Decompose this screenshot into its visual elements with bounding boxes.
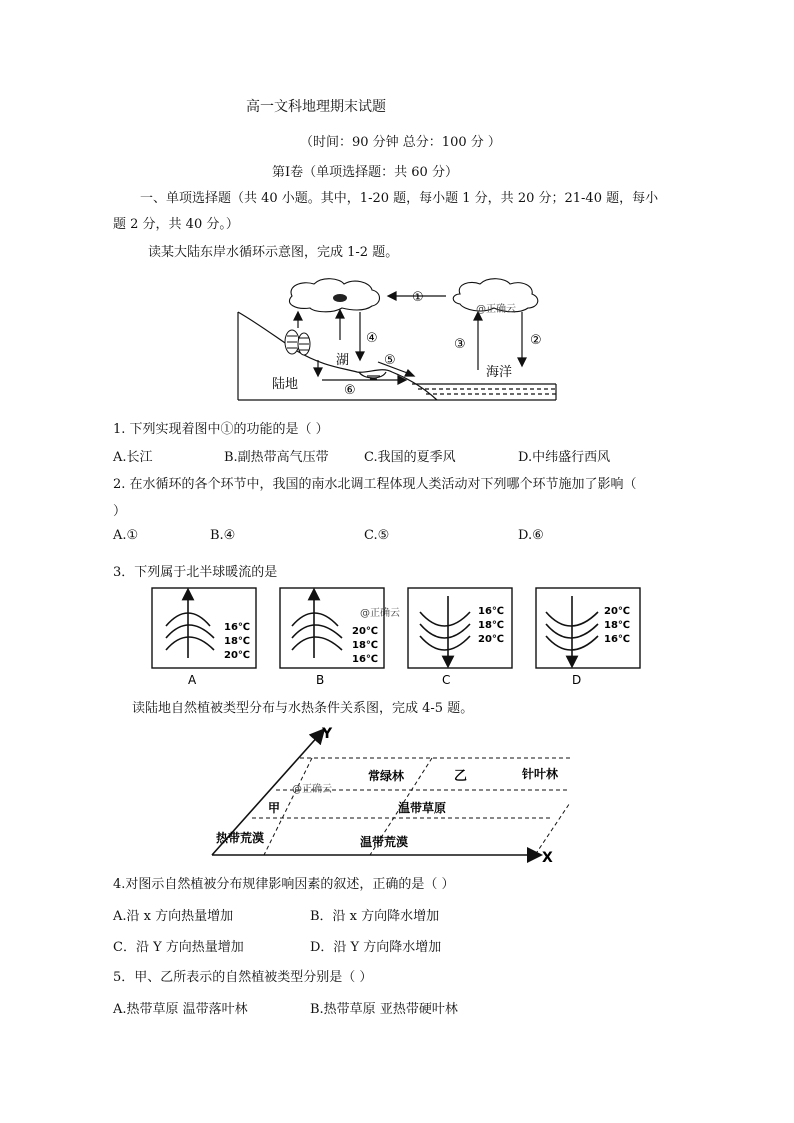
q2-option-c: C.⑤ bbox=[364, 528, 390, 543]
vegetation-diagram bbox=[200, 722, 570, 864]
label-1: ① bbox=[412, 290, 424, 305]
panel-b-t1: 20℃ bbox=[352, 626, 379, 637]
label-conifer-forest: 针叶林 bbox=[522, 767, 559, 781]
panel-d-t1: 20℃ bbox=[604, 606, 631, 617]
panel-c-t2: 18℃ bbox=[478, 620, 505, 631]
page-title: 高一文科地理期末试题 bbox=[246, 99, 386, 115]
exam-info: （时间：90 分钟 总分：100 分 ） bbox=[300, 135, 501, 150]
panel-a-t1: 16℃ bbox=[224, 622, 251, 633]
label-2: ② bbox=[530, 333, 542, 348]
panel-b-t3: 16℃ bbox=[352, 654, 379, 665]
panel-c-t1: 16℃ bbox=[478, 606, 505, 617]
panel-c-label: C bbox=[442, 673, 451, 687]
panel-a-t3: 20℃ bbox=[224, 650, 251, 661]
q4-option-a: A.沿 x 方向热量增加 bbox=[113, 909, 234, 924]
label-6: ⑥ bbox=[344, 383, 356, 398]
lake-outline bbox=[359, 372, 386, 378]
label-jia: 甲 bbox=[268, 801, 281, 815]
q4-option-c: C．沿 Y 方向热量增加 bbox=[113, 940, 244, 955]
q3-watermark: @正确云 bbox=[360, 608, 400, 619]
intro-question-4-5: 读陆地自然植被类型分布与水热条件关系图，完成 4-5 题。 bbox=[132, 701, 474, 716]
panel-a-label: A bbox=[188, 673, 197, 687]
label-lake: 湖 bbox=[336, 353, 350, 368]
q1-option-a: A.长江 bbox=[113, 450, 153, 465]
label-land: 陆地 bbox=[272, 377, 299, 392]
q5-option-b: B.热带草原 亚热带硬叶林 bbox=[310, 1002, 458, 1017]
label-temperate-desert: 温带荒漠 bbox=[360, 835, 409, 849]
label-3: ③ bbox=[454, 337, 466, 352]
x-axis-label: X bbox=[542, 850, 553, 864]
land-cloud bbox=[289, 279, 379, 312]
question-4-stem: 4.对图示自然植被分布规律影响因素的叙述，正确的是（ ） bbox=[113, 877, 455, 892]
instructions-line2: 题 2 分，共 40 分。） bbox=[113, 217, 239, 232]
question-2-stem-line1: 2. 在水循环的各个环节中，我国的南水北调工程体现人类活动对下列哪个环节施加了影响（ bbox=[113, 477, 637, 492]
q1-option-c: C.我国的夏季风 bbox=[364, 450, 456, 465]
label-tropical-desert: 热带荒漠 bbox=[216, 831, 265, 845]
question-2-stem-line2: ） bbox=[113, 504, 127, 519]
label-temperate-grassland: 温带草原 bbox=[398, 801, 447, 815]
intro-question-1-2: 读某大陆东岸水循环示意图，完成 1-2 题。 bbox=[148, 245, 399, 260]
q2-option-a: A.① bbox=[113, 528, 139, 543]
q1-option-d: D.中纬盛行西风 bbox=[518, 450, 611, 465]
label-evergreen-forest: 常绿林 bbox=[368, 769, 405, 783]
question-1-stem: 1. 下列实现着图中①的功能的是（ ） bbox=[113, 422, 329, 437]
label-yi: 乙 bbox=[454, 769, 468, 784]
q4-option-d: D．沿 Y 方向降水增加 bbox=[310, 940, 442, 955]
label-5: ⑤ bbox=[384, 353, 396, 368]
instructions-line1: 一、单项选择题（共 40 小题。其中，1-20 题，每小题 1 分，共 20 分；21-40 题，每小 bbox=[140, 191, 659, 206]
q4-option-b: B．沿 x 方向降水增加 bbox=[310, 909, 440, 924]
panel-b-t2: 18℃ bbox=[352, 640, 379, 651]
panel-d-label: D bbox=[572, 673, 582, 687]
panel-d-t2: 18℃ bbox=[604, 620, 631, 631]
label-4: ④ bbox=[366, 331, 378, 346]
ocean-current-panels bbox=[148, 586, 648, 690]
section-title: 第Ⅰ卷（单项选择题：共 60 分） bbox=[272, 165, 458, 180]
water-cycle-diagram bbox=[232, 276, 562, 404]
q2-option-b: B.④ bbox=[210, 528, 236, 543]
panel-c-t3: 20℃ bbox=[478, 634, 505, 645]
q1-option-b: B.副热带高气压带 bbox=[224, 450, 329, 465]
label-ocean: 海洋 bbox=[486, 365, 513, 380]
panel-d-t3: 16℃ bbox=[604, 634, 631, 645]
question-5-stem: 5．甲、乙所表示的自然植被类型分别是（ ） bbox=[113, 970, 373, 985]
q2-option-d: D.⑥ bbox=[518, 528, 544, 543]
watermark: @正确云 bbox=[476, 304, 516, 315]
panel-b-label: B bbox=[316, 673, 325, 687]
panel-a-t2: 18℃ bbox=[224, 636, 251, 647]
question-3-stem: 3．下列属于北半球暖流的是 bbox=[113, 565, 278, 580]
q5-option-a: A.热带草原 温带落叶林 bbox=[113, 1002, 248, 1017]
fig2-watermark: @正确云 bbox=[292, 784, 332, 795]
y-axis-label: Y bbox=[322, 726, 333, 742]
